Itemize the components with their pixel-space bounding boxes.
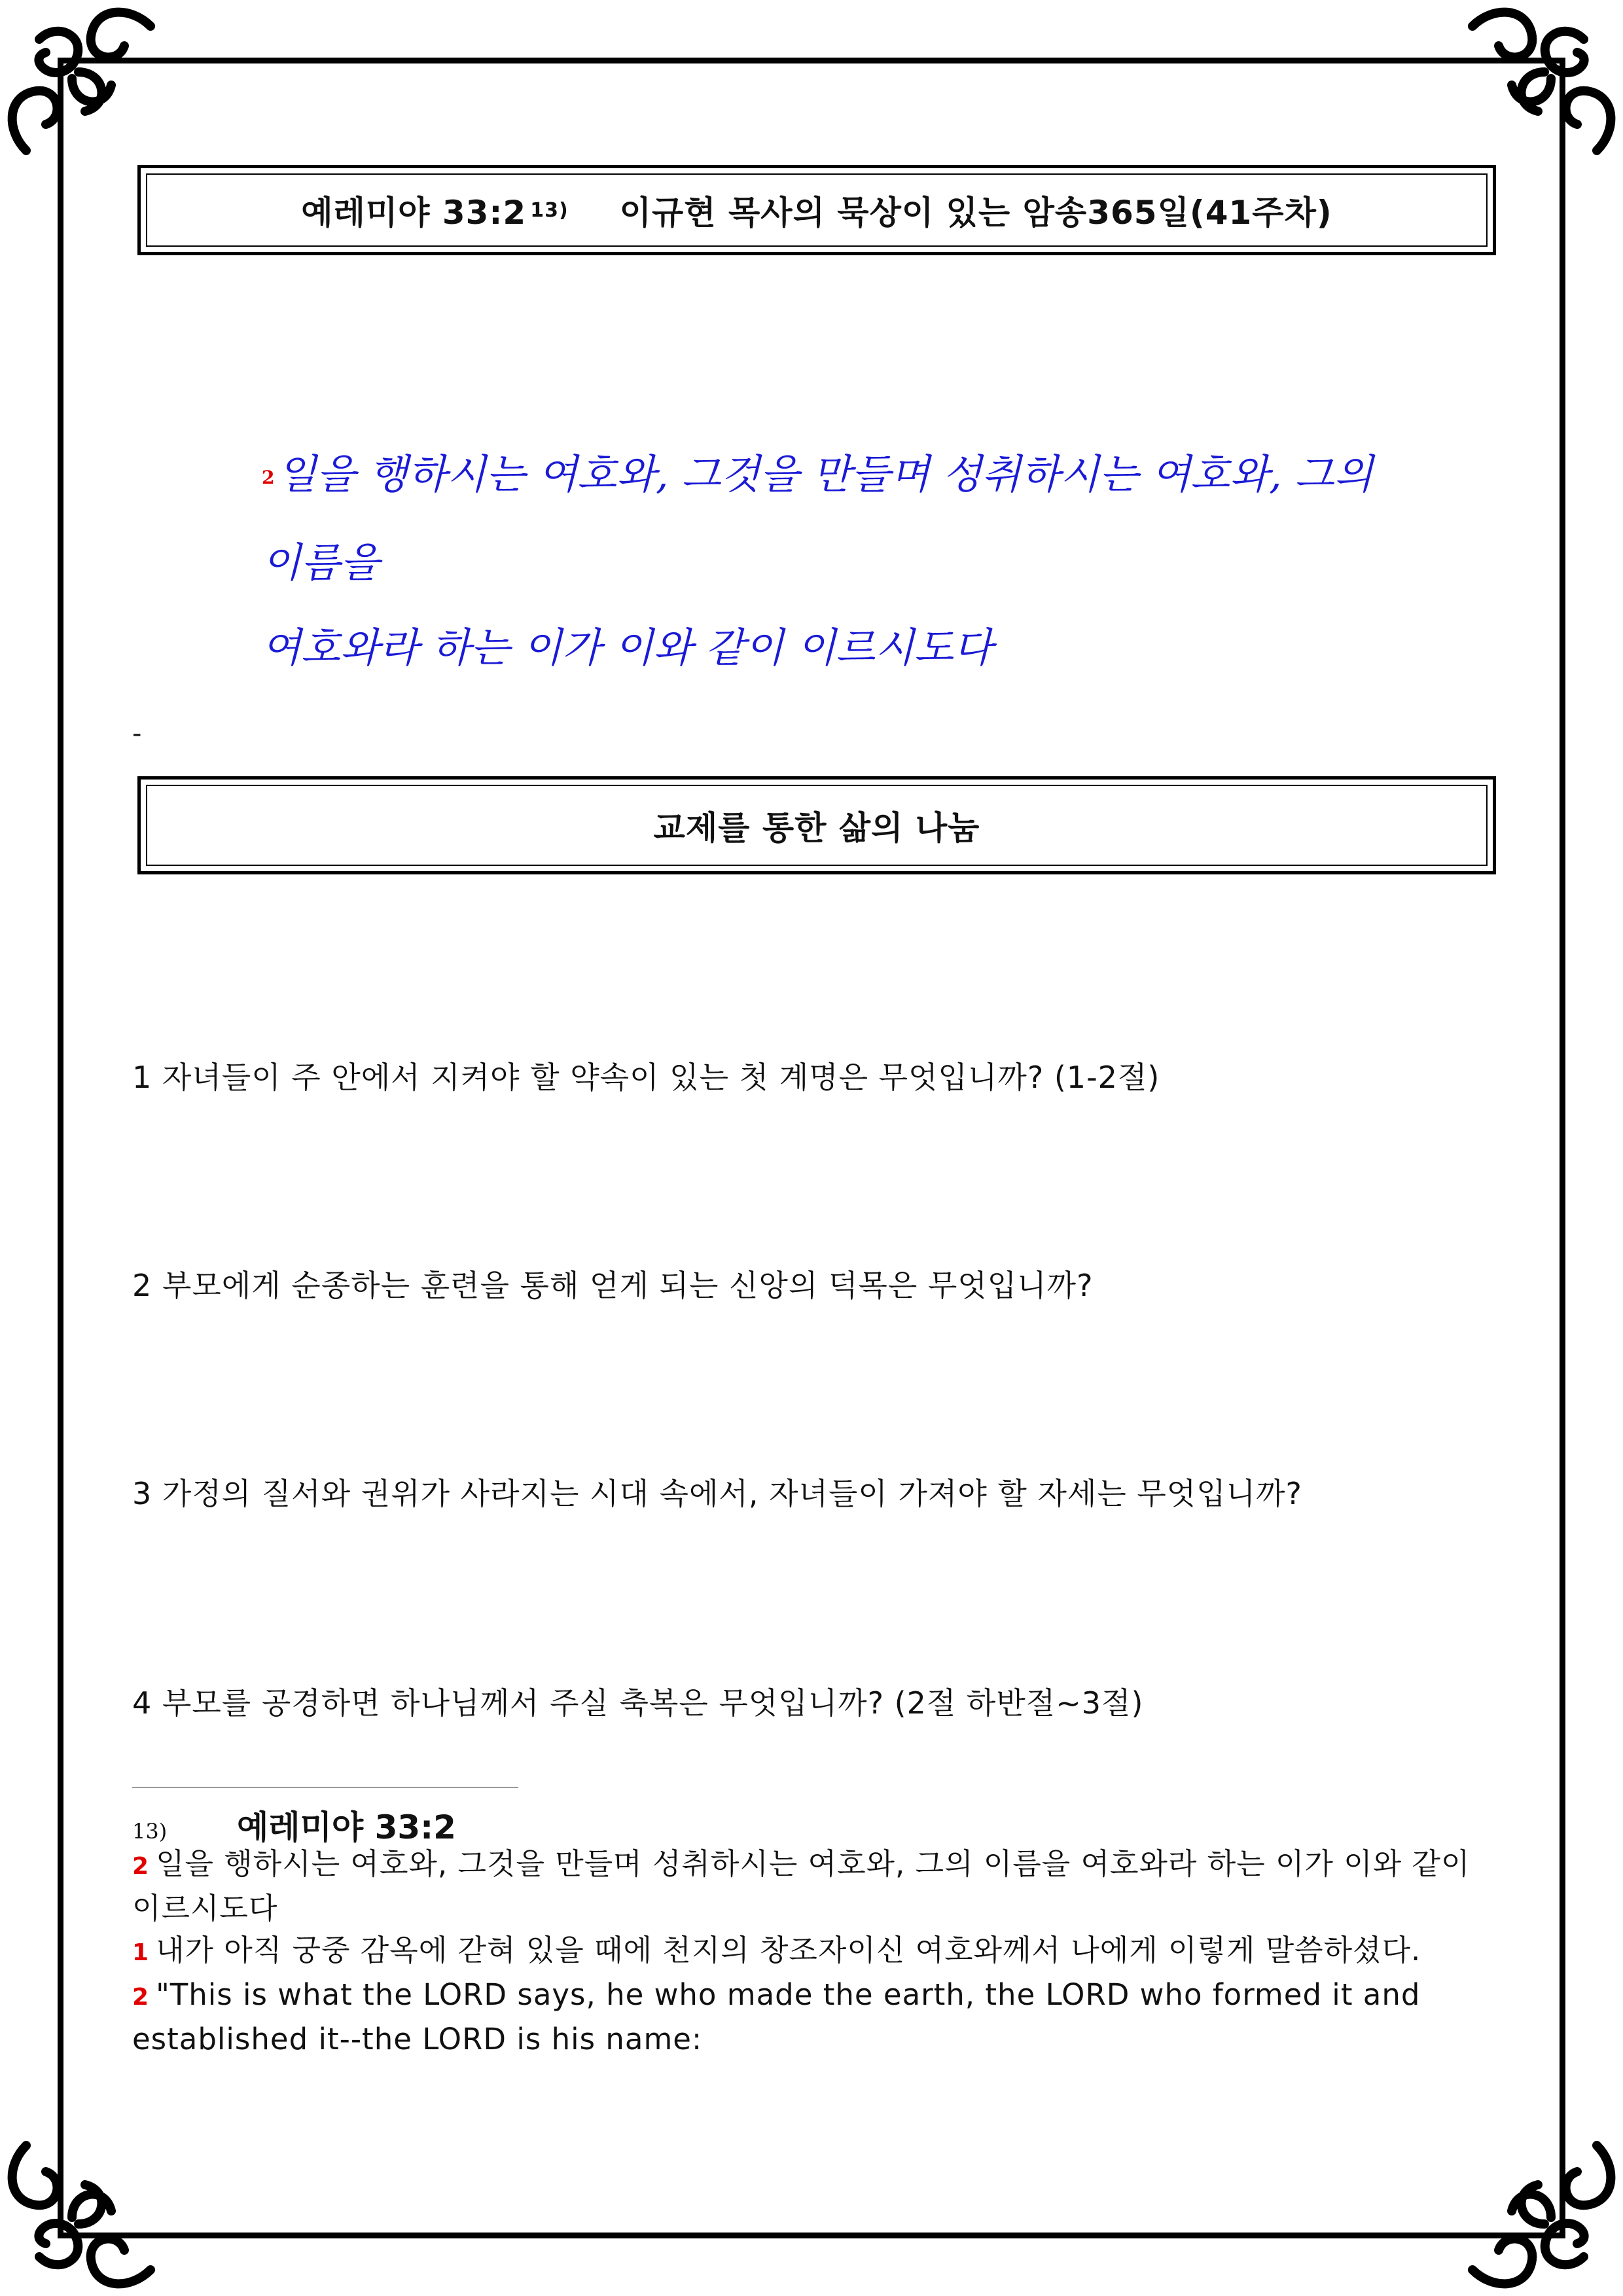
verse-number: 2 — [262, 466, 275, 488]
footnote-number: 13) — [132, 1819, 168, 1844]
question-4: 4 부모를 공경하면 하나님께서 주실 축복은 무엇입니까? (2절 하반절~3절) — [132, 1685, 1144, 1721]
footnote-entry: 2 일을 행하시는 여호와, 그것을 만들며 성취하시는 여호와, 그의 이름을 여호와라 하는 이가 이와 같이 이르시도다 — [132, 1846, 1471, 1926]
header-box — [137, 165, 1496, 255]
question-1: 1 자녀들이 주 안에서 지켜야 할 약속이 있는 첫 계명은 무엇입니까? (1-2절) — [132, 1060, 1160, 1095]
verse-line-1: 2일을 행하시는 여호와, 그것을 만들며 성취하시는 여호와, 그의 이름을 — [262, 450, 1374, 586]
footnote-header — [132, 1801, 456, 1848]
footnote-verse-number: 2 — [132, 1984, 150, 2011]
header-title-text: 이규현 목사의 묵상이 있는 암송365일(41주차) — [619, 194, 1332, 232]
verse-line-2: 여호와라 하는 이가 이와 같이 이르시도다 — [262, 623, 993, 672]
memory-verse — [262, 432, 1414, 691]
footnote-verse-number: 2 — [132, 1853, 150, 1880]
sharing-title: 교제를 통한 삶의 나눔 — [146, 785, 1488, 866]
corner-ornament-icon — [1446, 2119, 1623, 2296]
corner-ornament-icon — [1446, 0, 1623, 177]
header-title — [146, 173, 1488, 247]
footnote-entry: 1 내가 아직 궁중 감옥에 갇혀 있을 때에 천지의 창조자이신 여호와께서 나에게 이렇게 말씀하셨다. — [132, 1933, 1421, 1967]
footnote-body — [132, 1843, 1500, 2060]
header-book-ref: 예레미야 33:2 — [301, 194, 527, 232]
separator-dash: - — [132, 719, 142, 749]
question-3: 3 가정의 질서와 권위가 사라지는 시대 속에서, 자녀들이 가져야 할 자세는 무엇입니까? — [132, 1476, 1302, 1511]
corner-ornament-icon — [0, 0, 177, 177]
footnote-entry: 2 "This is what the LORD says, he who made the earth, the LORD who formed it and established it--the LORD is his name: — [132, 1977, 1421, 2056]
footnote-reference: 예레미야 33:2 — [237, 1808, 456, 1846]
footnote-divider — [132, 1787, 518, 1788]
corner-ornament-icon — [0, 2119, 177, 2296]
header-footnote-mark[interactable]: 13) — [530, 198, 569, 222]
question-2: 2 부모에게 순종하는 훈련을 통해 얻게 되는 신앙의 덕목은 무엇입니까? — [132, 1268, 1094, 1303]
sharing-box — [137, 776, 1496, 874]
footnote-verse-number: 1 — [132, 1939, 150, 1966]
